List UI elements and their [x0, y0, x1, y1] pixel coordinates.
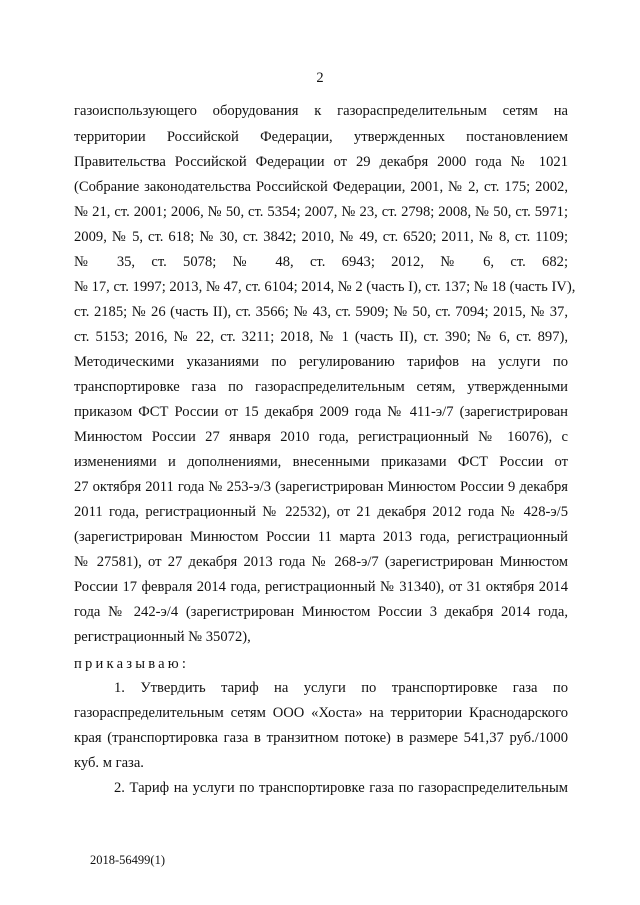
- text-line: приказом ФСТ России от 15 декабря 2009 года № 411-э/7 (зарегистрирован: [74, 404, 568, 420]
- text-line: ст. 5153; 2016, № 22, ст. 3211; 2018, № 1 (часть II), ст. 390; № 6, ст. 897),: [74, 329, 568, 345]
- text-line: Минюстом России 27 января 2010 года, регистрационный № 16076), с: [74, 429, 568, 445]
- text-line: № 17, ст. 1997; 2013, № 47, ст. 6104; 2014, № 2 (часть I), ст. 137; № 18 (часть IV),: [74, 279, 576, 295]
- text-line: изменениями и дополнениями, внесенными приказами ФСТ России от: [74, 454, 568, 470]
- document-id: 2018-56499(1): [90, 853, 165, 867]
- text-line: 2. Тариф на услуги по транспортировке газа по газораспределительным: [114, 780, 568, 796]
- text-line: 1. Утвердить тариф на услуги по транспортировке газа по: [114, 680, 568, 696]
- text-line: (зарегистрирован Минюстом России 11 марта 2013 года, регистрационный: [74, 529, 568, 545]
- order-heading: приказываю:: [74, 656, 190, 672]
- text-line: 2009, № 5, ст. 618; № 30, ст. 3842; 2010, № 49, ст. 6520; 2011, № 8, ст. 1109;: [74, 229, 568, 245]
- text-line: России 17 февраля 2014 года, регистрационный № 31340), от 31 октября 2014: [74, 579, 568, 595]
- text-line: куб. м газа.: [74, 755, 144, 771]
- text-line: регистрационный № 35072),: [74, 629, 251, 645]
- text-line: Правительства Российской Федерации от 29 декабря 2000 года № 1021: [74, 154, 568, 170]
- text-line: транспортировке газа по газораспределительным сетям, утвержденными: [74, 379, 568, 395]
- text-line: ст. 2185; № 26 (часть II), ст. 3566; № 43, ст. 5909; № 50, ст. 7094; 2015, № 37,: [74, 304, 568, 320]
- text-line: (Собрание законодательства Российской Федерации, 2001, № 2, ст. 175; 2002,: [74, 179, 568, 195]
- text-line: края (транспортировка газа в транзитном потоке) в размере 541,37 руб./1000: [74, 730, 568, 746]
- text-line: территории Российской Федерации, утвержденных постановлением: [74, 129, 568, 145]
- text-line: 27 октября 2011 года № 253-э/3 (зарегистрирован Минюстом России 9 декабря: [74, 479, 568, 495]
- text-line: № 35, ст. 5078; № 48, ст. 6943; 2012, № 6, ст. 682;: [74, 254, 568, 270]
- text-line: года № 242-э/4 (зарегистрирован Минюстом России 3 декабря 2014 года,: [74, 604, 568, 620]
- text-line: Методическими указаниями по регулированию тарифов на услуги по: [74, 354, 568, 370]
- text-line: газораспределительным сетям ООО «Хоста» на территории Краснодарского: [74, 705, 568, 721]
- text-line: 2011 года, регистрационный № 22532), от 21 декабря 2012 года № 428-э/5: [74, 504, 568, 520]
- text-line: № 21, ст. 2001; 2006, № 50, ст. 5354; 2007, № 23, ст. 2798; 2008, № 50, ст. 5971;: [74, 204, 568, 220]
- text-line: газоиспользующего оборудования к газораспределительным сетям на: [74, 103, 568, 119]
- text-line: № 27581), от 27 декабря 2013 года № 268-э/7 (зарегистрирован Минюстом: [74, 554, 568, 570]
- page-number: 2: [316, 70, 324, 86]
